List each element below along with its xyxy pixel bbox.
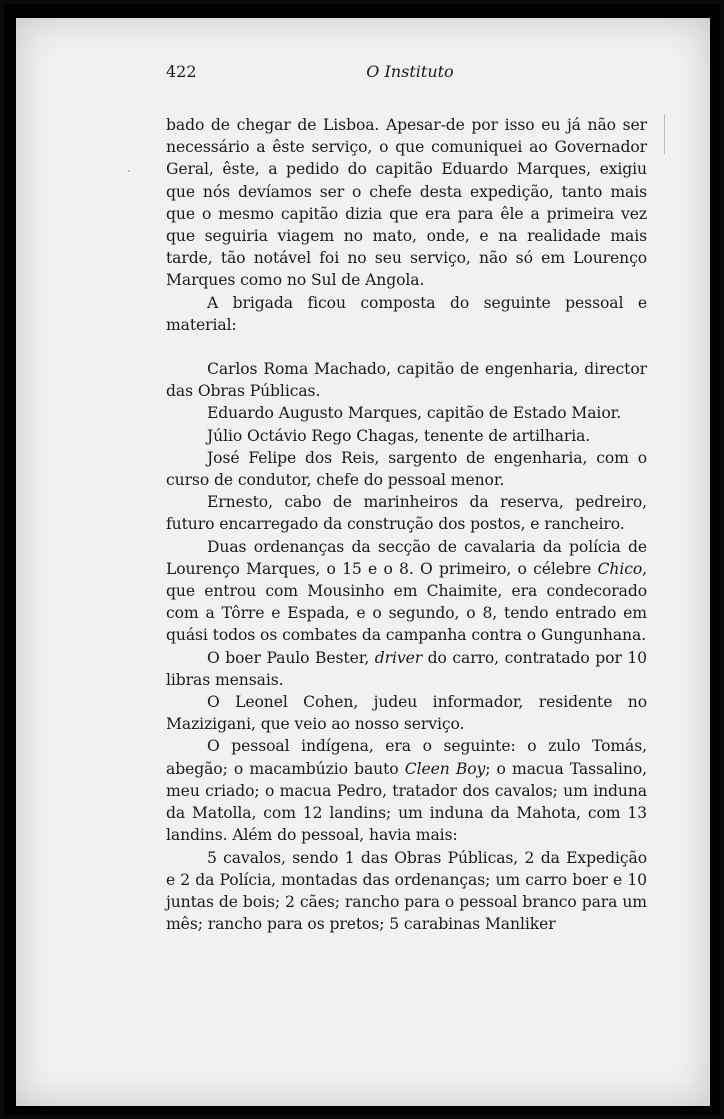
text-run: Duas ordenanças da secção de cavalaria da polícia de Lourenço Marques, o 15 e o 8. O primeiro, o célebre bbox=[166, 537, 647, 578]
italic-text: Cleen Boy bbox=[404, 759, 486, 778]
scan-frame bbox=[4, 4, 720, 1115]
spacer bbox=[166, 336, 647, 358]
text-run: ; o macua Tassalino, meu criado; o macua Pedro, tratador dos cavalos; um induna da Matolla, com 12 landins; um induna da Mahota, com 13 landins. Além do pessoal, havia mais: bbox=[166, 759, 647, 845]
paragraph: Carlos Roma Machado, capitão de engenharia, director das Obras Públicas. bbox=[166, 360, 647, 401]
italic-text: Chico bbox=[597, 559, 643, 578]
scan-artifact bbox=[664, 114, 665, 154]
paragraph: 5 cavalos, sendo 1 das Obras Públicas, 2 da Expedição e 2 da Polícia, montadas das ordenanças; um carro boer e 10 juntas de bois; 2 cães; rancho para o pessoal branco para um mês; rancho para os pretos; 5 carabinas Manliker bbox=[166, 848, 647, 934]
page-header bbox=[166, 62, 654, 86]
scan-artifact bbox=[128, 170, 130, 172]
paragraph bbox=[166, 735, 647, 846]
paragraph: bado de chegar de Lisboa. Apesar-de por isso eu já não ser necessário a êste serviço, o que comuniquei ao Governador Geral, êste, a pedido do capitão Eduardo Marques, exigiu que nós devíamos ser o chefe desta expedição, tanto mais que o mesmo capitão dizia que era para êle a primeira vez que seguiria viagem no mato, onde, e na realidade mais tarde, tão notável foi no seu serviço, não só em Lourenço Marques como no Sul de Angola. bbox=[166, 116, 647, 290]
paragraph: José Felipe dos Reis, sargento de engenharia, com o curso de condutor, chefe do pessoal menor. bbox=[166, 448, 647, 490]
text-run: O pessoal indígena, era o seguinte: o zulo Tomás, abegão; o macambúzio bauto bbox=[166, 737, 647, 778]
paragraph: Júlio Octávio Rego Chagas, tenente de artilharia. bbox=[207, 426, 591, 445]
text-run: , que entrou com Mousinho em Chaimite, era condecorado com a Tôrre e Espada, e o segundo, o 8, tendo entrado em quási todos os combates da campanha contra o Gungunhana. bbox=[166, 559, 647, 645]
running-title: O Instituto bbox=[366, 62, 454, 81]
paragraph: A brigada ficou composta do seguinte pessoal e material: bbox=[166, 293, 647, 334]
paragraph: Eduardo Augusto Marques, capitão de Estado Maior. bbox=[207, 404, 622, 423]
text-run: O boer Paulo Bester, bbox=[207, 648, 375, 667]
paragraph: O Leonel Cohen, judeu informador, residente no Mazizigani, que veio ao nosso serviço. bbox=[166, 693, 647, 734]
paragraph bbox=[166, 647, 647, 691]
body-text bbox=[166, 114, 647, 935]
italic-text: driver bbox=[374, 648, 423, 667]
page-number: 422 bbox=[166, 62, 197, 81]
paragraph bbox=[166, 536, 647, 647]
paragraph: Ernesto, cabo de marinheiros da reserva, pedreiro, futuro encarregado da construção dos postos, e rancheiro. bbox=[166, 493, 647, 534]
text-run: do carro, contratado por 10 libras mensais. bbox=[166, 648, 647, 689]
